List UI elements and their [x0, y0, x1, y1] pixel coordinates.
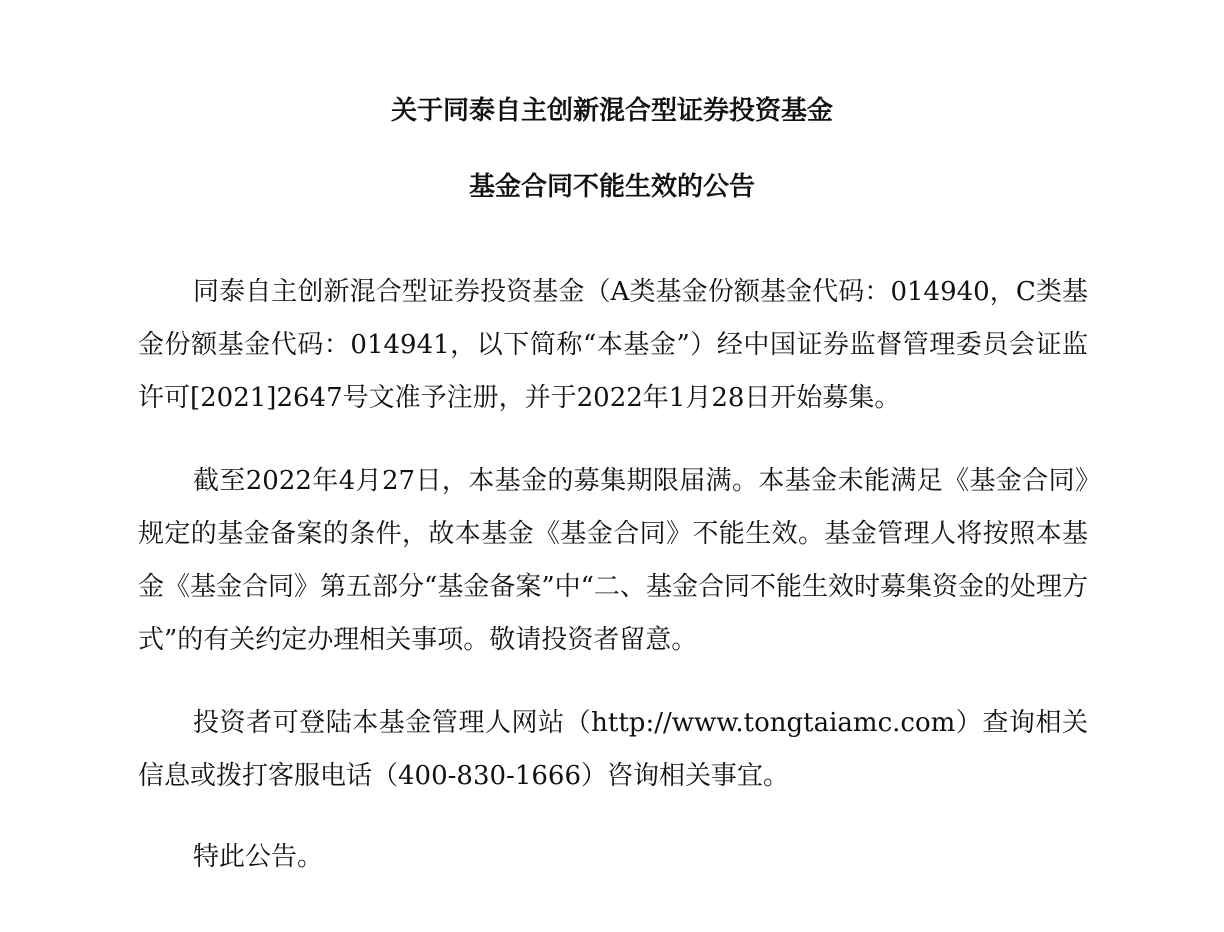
document-title-line-2: 基金合同不能生效的公告: [468, 172, 755, 202]
paragraph-contract-not-effective: 截至2022年4月27日，本基金的募集期限届满。本基金未能满足《基金合同》规定的基金备案的条件，故本基金《基金合同》不能生效。基金管理人将按照本基金《基金合同》第五部分“基金备案”中“二、基金合同不能生效时募集资金的处理方式”的有关约定办理相关事项。敬请投资者留意。: [138, 466, 1088, 655]
document-title-line-1: 关于同泰自主创新混合型证券投资基金: [390, 96, 833, 126]
paragraph-fund-registration: 同泰自主创新混合型证券投资基金（A类基金份额基金代码：014940，C类基金份额基金代码：014941，以下简称“本基金”）经中国证券监督管理委员会证监许可[2021]2647号文准予注册，并于2022年1月28日开始募集。: [138, 277, 1088, 413]
paragraph-closing: 特此公告。: [193, 842, 324, 872]
paragraph-contact-info: 投资者可登陆本基金管理人网站（http://www.tongtaiamc.com）查询相关信息或拨打客服电话（400-830-1666）咨询相关事宜。: [138, 708, 1088, 791]
